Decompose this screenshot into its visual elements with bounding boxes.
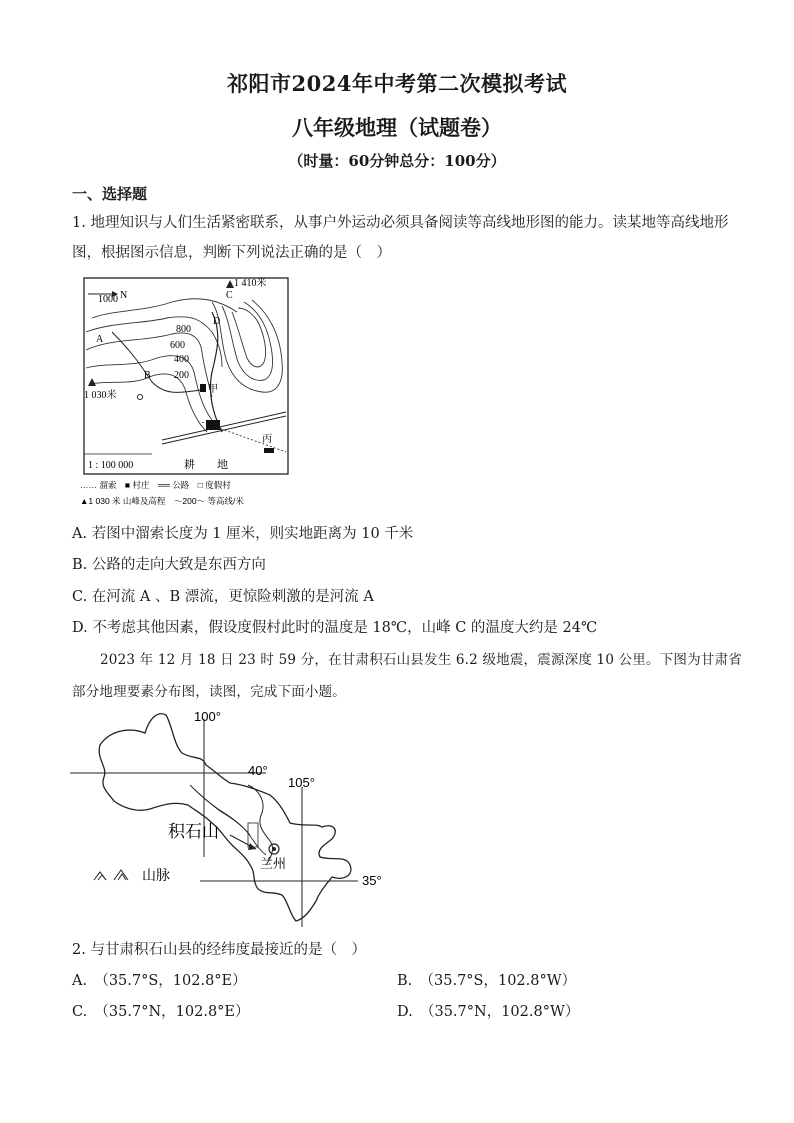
q1-option-d: D. 不考虑其他因素，假设度假村此时的温度是 18℃，山峰 C 的温度大约是 24℃	[72, 620, 598, 636]
section-heading: 一、选择题	[72, 185, 148, 203]
contour-600: 600	[170, 340, 185, 351]
q2-option-b: B. （35.7°S，102.8°W）	[397, 973, 577, 989]
river-a-label: A	[96, 334, 104, 345]
village-main	[206, 420, 220, 430]
mountain-legend-icon	[94, 870, 128, 880]
passage-line1: 2023 年 12 月 18 日 23 时 59 分，在甘肃积石山县发生 6.2 级地震，震源深度 10 公里。下图为甘肃省	[100, 652, 742, 668]
contour-400: 400	[174, 354, 189, 365]
contour-200: 200	[174, 370, 189, 381]
lat-40-label: 40°	[248, 763, 268, 778]
lat-35-label: 35°	[362, 873, 382, 888]
peak-elevation: 1 410米	[234, 278, 267, 289]
q2-option-a: A. （35.7°S，102.8°E）	[72, 973, 247, 989]
lon-105-label: 105°	[288, 775, 315, 790]
peak-c-label: C	[226, 290, 233, 301]
q2-stem: 2. 与甘肃积石山县的经纬度最接近的是（ ）	[72, 942, 366, 958]
contour-800: 800	[176, 324, 191, 335]
q2-option-c: C. （35.7°N，102.8°E）	[72, 1004, 250, 1020]
q1-stem-line2: 图，根据图示信息，判断下列说法正确的是（ ）	[72, 245, 391, 261]
passage-line2: 部分地理要素分布图，读图，完成下面小题。	[72, 684, 346, 700]
exam-subtitle: 八年级地理（试题卷）	[292, 115, 502, 140]
q1-stem-line1: 1. 地理知识与人们生活紧密联系，从事户外运动必须具备阅读等高线地形图的能力。读某地等高线地形	[72, 215, 729, 231]
north-label: N	[120, 290, 128, 301]
mountain-legend-label: 山脉	[142, 867, 170, 883]
label-jia: 甲	[208, 384, 218, 395]
gansu-map	[70, 705, 390, 930]
exam-time-score: （时量：60分钟总分：100分）	[288, 152, 506, 170]
map-scale: 1 : 100 000	[88, 460, 134, 471]
left-peak-marker	[88, 378, 96, 386]
exam-title: 祁阳市2024年中考第二次模拟考试	[227, 71, 567, 96]
lon-100-label: 100°	[194, 709, 221, 724]
legend-row2: ▲1 030 米 山峰及高程 ～200～ 等高线/米	[80, 496, 244, 506]
label-bing: 丙	[262, 434, 272, 445]
left-peak-label: 1 030米	[84, 390, 117, 401]
contour-map	[72, 272, 302, 512]
river-b-label: B	[144, 370, 151, 381]
q1-option-a: A. 若图中溜索长度为 1 厘米，则实地距离为 10 千米	[72, 526, 414, 542]
farmland-label: 耕 地	[184, 459, 228, 471]
q1-option-b: B. 公路的走向大致是东西方向	[72, 557, 266, 573]
jishishan-label: 积石山	[168, 822, 219, 841]
contour-1000: 1000	[98, 294, 118, 305]
lanzhou-label: 兰州	[260, 856, 287, 871]
label-d: D	[213, 316, 221, 327]
village-jia	[200, 384, 206, 392]
q1-option-c: C. 在河流 A 、B 漂流，更惊险刺激的是河流 A	[72, 589, 374, 605]
contour-lines	[86, 299, 282, 432]
legend-row1: …… 溜索 ■ 村庄 ══ 公路 □ 度假村	[80, 480, 231, 490]
gansu-outline	[99, 714, 351, 921]
peak-c-marker	[226, 280, 234, 288]
q2-option-d: D. （35.7°N，102.8°W）	[397, 1004, 580, 1020]
